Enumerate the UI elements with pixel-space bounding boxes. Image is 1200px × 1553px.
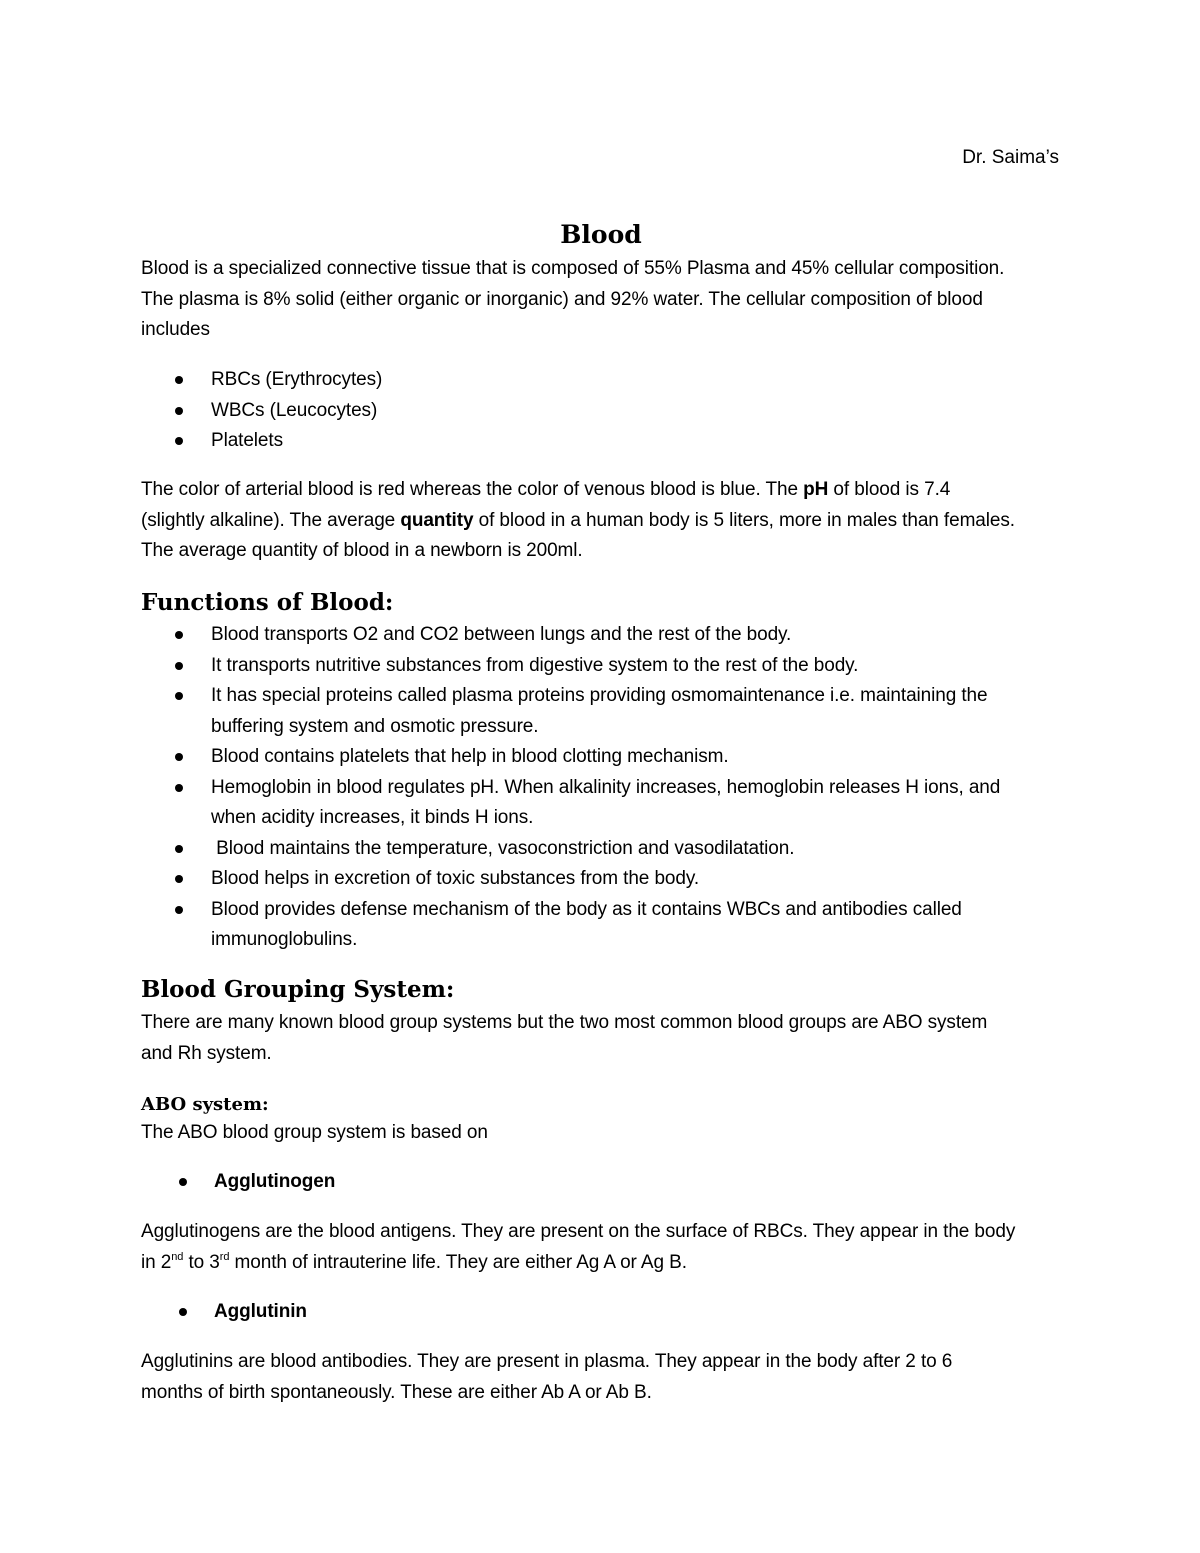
grouping-line: There are many known blood group systems but the two most common blood groups are ABO system <box>141 1012 988 1033</box>
list-item-text: when acidity increases, it binds H ions. <box>211 807 534 828</box>
bullet-icon <box>175 692 183 700</box>
grouping-heading: Blood Grouping System: <box>141 976 455 1003</box>
agglutinogen-list <box>141 1167 1061 1198</box>
bullet-icon <box>175 753 183 761</box>
list-item-text: It transports nutritive substances from digestive system to the rest of the body. <box>211 654 859 676</box>
superscript: rd <box>219 1250 230 1263</box>
list-item <box>141 681 1061 742</box>
list-item-text: Blood helps in excretion of toxic substances from the body. <box>211 868 700 889</box>
functions-list <box>141 620 1061 956</box>
list-item-text: Platelets <box>211 430 283 451</box>
agglutinin-paragraph <box>141 1347 1061 1408</box>
list-item-text: Blood transports O2 and CO2 between lungs and the rest of the body. <box>211 624 792 645</box>
list-item-text: immunoglobulins. <box>211 929 358 950</box>
bullet-icon <box>179 1308 187 1316</box>
list-item <box>141 426 1061 457</box>
list-item <box>141 1167 1061 1198</box>
bold-term-quantity: quantity <box>400 509 474 531</box>
agglutinogen-label: Agglutinogen <box>214 1171 336 1192</box>
list-item <box>141 742 1061 773</box>
list-item <box>141 396 1061 427</box>
grouping-paragraph <box>141 1008 1061 1069</box>
list-item-text: RBCs (Erythrocytes) <box>211 369 383 390</box>
bullet-icon <box>175 631 183 639</box>
page-title: Blood <box>560 220 642 249</box>
list-item <box>141 834 1061 865</box>
agglutinin-line: months of birth spontaneously. These are either Ab A or Ab B. <box>141 1381 652 1403</box>
list-item-text: Blood maintains the temperature, vasoconstriction and vasodilatation. <box>211 837 795 859</box>
intro-line: Blood is a specialized connective tissue that is composed of 55% Plasma and 45% cellular composition. <box>141 258 1005 279</box>
list-item <box>141 365 1061 396</box>
intro-paragraph <box>141 254 1061 346</box>
list-item <box>141 620 1061 651</box>
intro-line: includes <box>141 319 210 340</box>
bullet-icon <box>175 407 183 415</box>
bullet-icon <box>175 662 183 670</box>
list-item-text: It has special proteins called plasma proteins providing osmomaintenance i.e. maintaining the <box>211 685 988 706</box>
list-item <box>141 895 1061 956</box>
text-run: to 3 <box>183 1251 220 1273</box>
bullet-icon <box>175 784 183 792</box>
author-header: Dr. Saima’s <box>962 147 1059 168</box>
grouping-line: and Rh system. <box>141 1042 272 1064</box>
list-item <box>141 651 1061 682</box>
bold-term-ph: pH <box>803 479 829 500</box>
properties-line <box>141 506 1061 537</box>
composition-list <box>141 365 1061 457</box>
text-run: (slightly alkaline). The average <box>141 509 401 531</box>
agglutinin-line: Agglutinins are blood antibodies. They are present in plasma. They appear in the body after 2 to 6 <box>141 1351 953 1372</box>
agglutinogen-line: Agglutinogens are the blood antigens. They are present on the surface of RBCs. They appear in the body <box>141 1221 1016 1242</box>
text-run: of blood is 7.4 <box>828 479 951 500</box>
list-item-text: WBCs (Leucocytes) <box>211 399 378 421</box>
bullet-icon <box>179 1178 187 1186</box>
list-item-text: Blood contains platelets that help in blood clotting mechanism. <box>211 746 729 767</box>
abo-intro: The ABO blood group system is based on <box>141 1122 488 1143</box>
text-run: of blood in a human body is 5 liters, more in males than females. <box>473 509 1015 531</box>
list-item <box>141 773 1061 834</box>
agglutinin-list <box>141 1297 1061 1328</box>
functions-heading: Functions of Blood: <box>141 589 394 616</box>
list-item-text: buffering system and osmotic pressure. <box>211 715 539 737</box>
agglutinogen-line <box>141 1248 1061 1279</box>
bullet-icon <box>175 376 183 384</box>
list-item <box>141 1297 1061 1328</box>
bullet-icon <box>175 845 183 853</box>
list-item-text: Hemoglobin in blood regulates pH. When alkalinity increases, hemoglobin releases H ions, and <box>211 776 1001 798</box>
list-item <box>141 864 1061 895</box>
bullet-icon <box>175 906 183 914</box>
abo-heading: ABO system: <box>141 1094 269 1115</box>
bullet-icon <box>175 875 183 883</box>
text-run: in 2 <box>141 1251 172 1273</box>
intro-line: The plasma is 8% solid (either organic or inorganic) and 92% water. The cellular composition of blood <box>141 288 983 310</box>
agglutinin-label: Agglutinin <box>214 1301 307 1322</box>
list-item-text: Blood provides defense mechanism of the body as it contains WBCs and antibodies called <box>211 898 962 920</box>
bullet-icon <box>175 437 183 445</box>
agglutinogen-paragraph <box>141 1217 1061 1278</box>
text-run: The color of arterial blood is red whereas the color of venous blood is blue. The <box>141 479 804 500</box>
superscript: nd <box>171 1250 184 1263</box>
text-run: month of intrauterine life. They are either Ag A or Ag B. <box>229 1251 687 1273</box>
properties-line: The average quantity of blood in a newborn is 200ml. <box>141 540 583 561</box>
properties-line <box>141 475 1061 506</box>
properties-paragraph <box>141 475 1061 567</box>
